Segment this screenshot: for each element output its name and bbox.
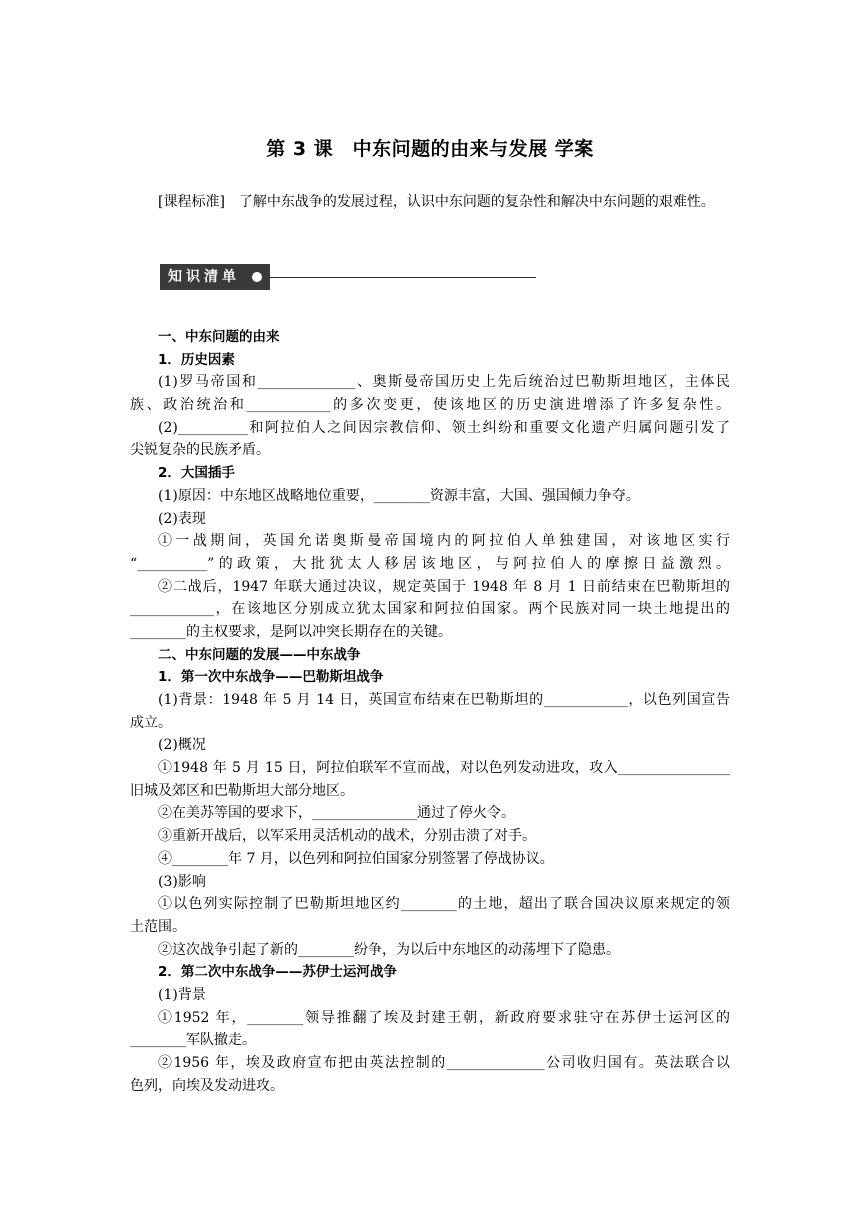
text-line: ____________，在该地区分别成立犹太国家和阿拉伯国家。两个民族对同一块土地提出的 bbox=[130, 601, 730, 618]
text-line: 族、政治统治和____________的多次变更，使该地区的历史演进增添了许多复杂性。 bbox=[130, 397, 730, 414]
banner-label: 知识清单 bbox=[160, 264, 270, 290]
text-line: ③重新开战后，以军采用灵活机动的战术，分别击溃了对手。 bbox=[158, 828, 536, 845]
section-heading: 二、中东问题的发展——中东战争 bbox=[158, 646, 361, 663]
banner-dot-icon bbox=[252, 272, 262, 282]
text-line: ④________年 7 月，以色列和阿拉伯国家分别签署了停战协议。 bbox=[158, 850, 554, 867]
text-line: (1)背景：1948 年 5 月 14 日，英国宣布结束在巴勒斯坦的____________，以色列国宣告 bbox=[158, 692, 730, 708]
text-line: (2)概况 bbox=[158, 737, 206, 754]
text-line: ①以色列实际控制了巴勒斯坦地区约________的土地，超出了联合国决议原来规定的领 bbox=[158, 896, 730, 913]
text-line: “__________”的政策，大批犹太人移居该地区，与阿拉伯人的摩擦日益激烈。 bbox=[130, 555, 730, 572]
subsection-heading: 1．第一次中东战争——巴勒斯坦战争 bbox=[158, 669, 384, 686]
text-line: ②1956 年，埃及政府宣布把由英法控制的______________公司收归国有。英法联合以 bbox=[158, 1055, 730, 1071]
course-standard: [课程标准] 了解中东战争的发展过程，认识中东问题的复杂性和解决中东问题的艰难性。 bbox=[158, 194, 715, 210]
text-line: 色列，向埃及发动进攻。 bbox=[130, 1077, 284, 1094]
text-line: (1)罗马帝国和______________、奥斯曼帝国历史上先后统治过巴勒斯坦地区，主体民 bbox=[158, 374, 730, 391]
text-line: (3)影响 bbox=[158, 873, 206, 890]
text-line: 尖锐复杂的民族矛盾。 bbox=[130, 442, 270, 459]
text-line: (2)__________和阿拉伯人之间因宗教信仰、领土纠纷和重要文化遗产归属问题引发了 bbox=[158, 419, 730, 436]
content-body bbox=[130, 326, 730, 1097]
subsection-heading: 2．第二次中东战争——苏伊士运河战争 bbox=[158, 964, 397, 981]
text-line: 成立。 bbox=[130, 714, 172, 731]
text-line: ②二战后，1947 年联大通过决议，规定英国于 1948 年 8 月 1 日前结束在巴勒斯坦的 bbox=[158, 578, 730, 595]
text-line: ②这次战争引起了新的________纷争，为以后中东地区的动荡埋下了隐患。 bbox=[158, 941, 620, 958]
subsection-heading: 1．历史因素 bbox=[158, 351, 235, 368]
section-banner bbox=[160, 264, 640, 290]
text-line: 土范围。 bbox=[130, 918, 186, 935]
text-line: (2)表现 bbox=[158, 510, 206, 527]
text-line: ①一战期间，英国允诺奥斯曼帝国境内的阿拉伯人单独建国，对该地区实行 bbox=[158, 533, 730, 550]
banner-divider bbox=[270, 277, 536, 278]
page-title: 第 3 课 中东问题的由来与发展 学案 bbox=[266, 138, 594, 160]
text-line: ①1952 年，________领导推翻了埃及封建王朝，新政府要求驻守在苏伊士运河区的 bbox=[158, 1009, 730, 1026]
text-line: ________的主权要求，是阿以冲突长期存在的关键。 bbox=[130, 623, 452, 640]
text-line: (1)背景 bbox=[158, 986, 206, 1003]
text-line: ________军队撤走。 bbox=[130, 1032, 256, 1049]
section-heading: 一、中东问题的由来 bbox=[158, 329, 280, 345]
text-line: 旧城及郊区和巴勒斯坦大部分地区。 bbox=[130, 782, 354, 799]
text-line: ②在美苏等国的要求下，_______________通过了停火令。 bbox=[158, 805, 515, 822]
text-line: (1)原因：中东地区战略地位重要，________资源丰富，大国、强国倾力争夺。 bbox=[158, 487, 640, 504]
subsection-heading: 2．大国插手 bbox=[158, 465, 235, 482]
text-line: ①1948 年 5 月 15 日，阿拉伯联军不宣而战，对以色列发动进攻，攻入________________ bbox=[158, 760, 730, 777]
